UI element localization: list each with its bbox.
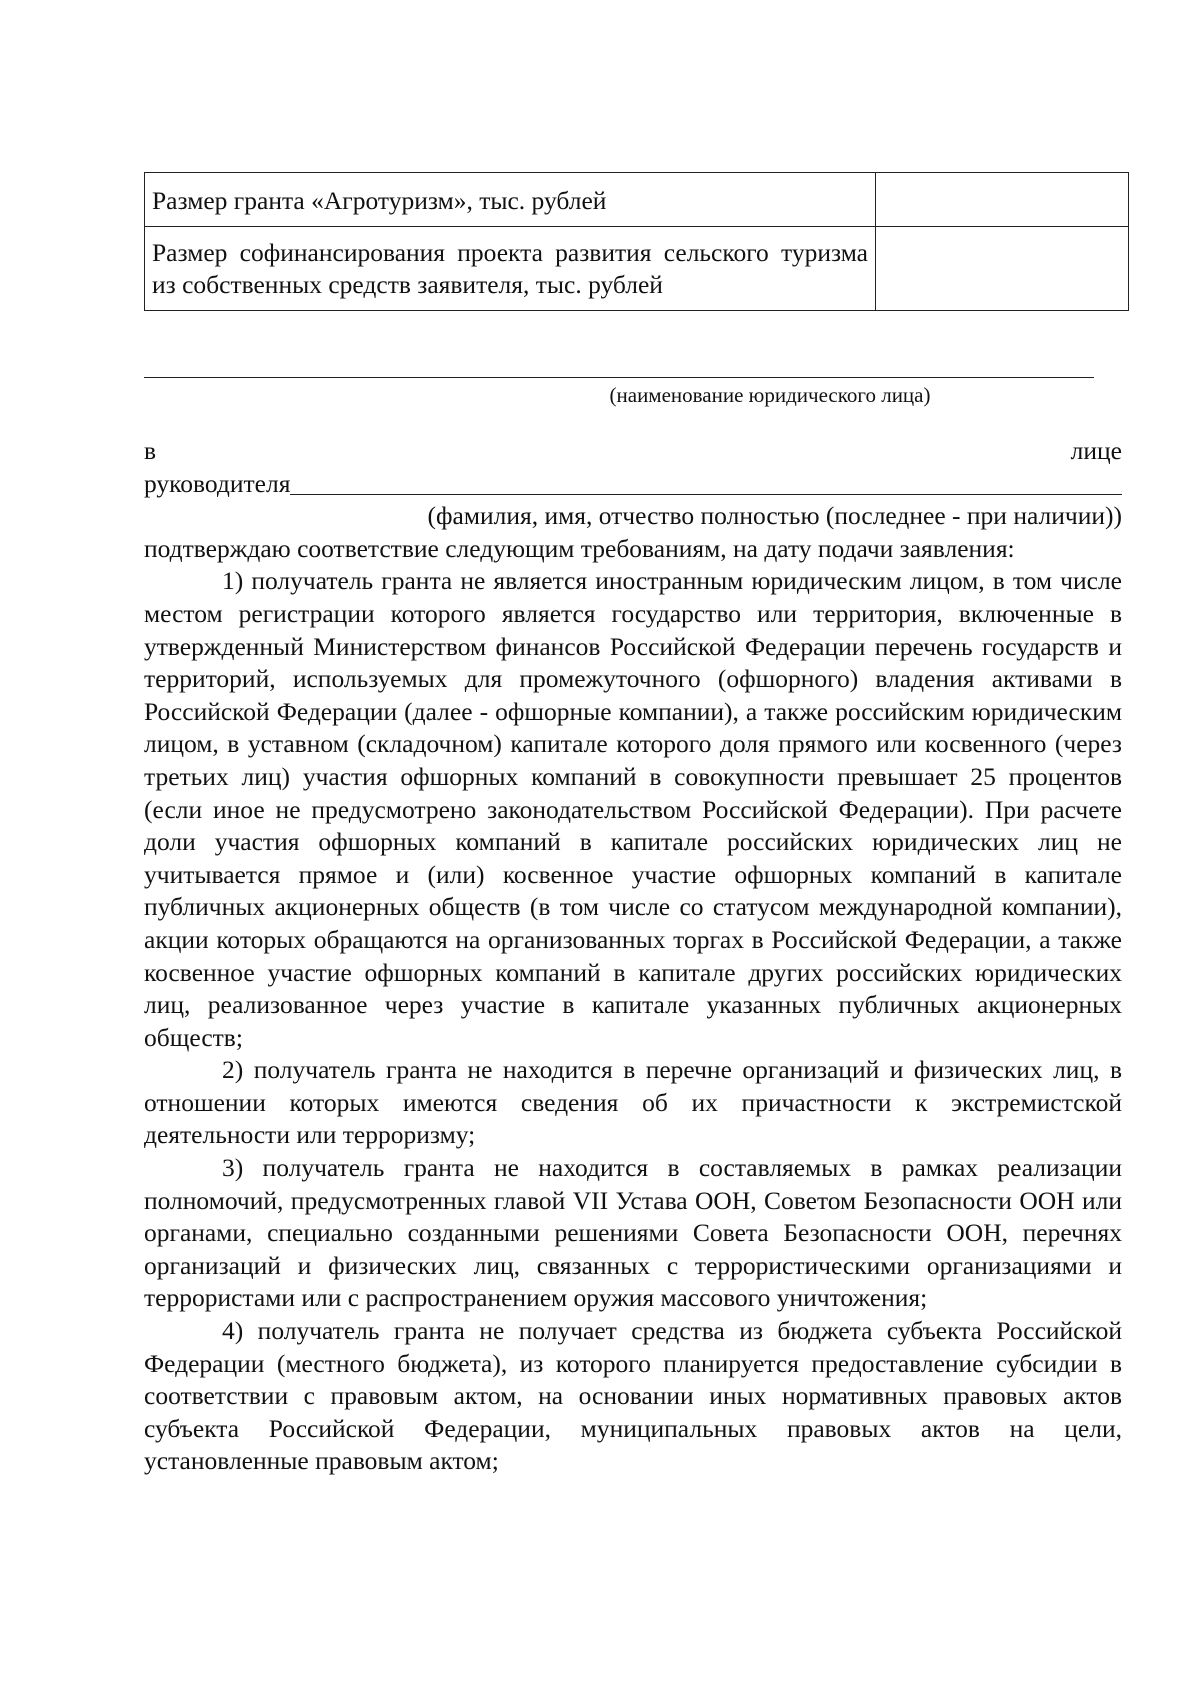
word-litse: лице	[1070, 436, 1122, 465]
entity-name-caption	[144, 381, 1122, 409]
table-row	[145, 173, 1129, 227]
entity-name-line[interactable]	[144, 377, 1094, 378]
requirement-item-4: 4) получатель гранта не получает средства из бюджета субъекта Российской Федерации (местного бюджета), из которого планируется предоставление субсидии в соответствии с правовым актом, на основании иных нормативных правовых актов субъекта Российской Федерации, муниципальных правовых актов на цели, установленные правовым актом;	[144, 1316, 1122, 1476]
entity-name-caption-text: (наименование юридического лица)	[609, 383, 931, 407]
head-name-row	[144, 468, 1122, 501]
table-row	[145, 227, 1129, 311]
intro-text: подтверждаю соответствие следующим требованиям, на дату подачи заявления:	[144, 533, 1015, 563]
requirement-item-1: 1) получатель гранта не является иностранным юридическим лицом, в том числе местом регистрации которого является государство или территория, включенные в утвержденный Министерством финансов Российской Федерации перечень государств и территорий, используемых для промежуточного (офшорного) владения активами в Российской Федерации (далее - офшорные компании), а также российским юридическим лицом, в уставном (складочном) капитале которого доля прямого или косвенного (через третьих лиц) участия офшорных компаний в совокупности превышает 25 процентов (если иное не предусмотрено законодательством Российской Федерации). При расчете доли участия офшорных компаний в капитале российских юридических лиц не учитывается прямое и (или) косвенное участие офшорных компаний в капитале публичных акционерных обществ (в том числе со статусом международной компании), акции которых обращаются на организованных торгах в Российской Федерации, а также косвенное участие офшорных компаний в капитале других российских юридических лиц, реализованное через участие в капитале указанных публичных акционерных обществ;	[144, 566, 1122, 1052]
grant-amount-label: Размер гранта «Агротуризм», тыс. рублей	[145, 173, 876, 227]
head-label: руководителя	[144, 468, 291, 498]
cofinancing-amount-label: Размер софинансирования проекта развития сельского туризма из собственных средств заявителя, тыс. рублей	[145, 227, 876, 311]
head-name-line[interactable]	[290, 468, 1122, 495]
cofinancing-amount-value-cell[interactable]	[876, 227, 1129, 311]
declaration-body	[144, 435, 1122, 1478]
requirement-item-2: 2) получатель гранта не находится в перечне организаций и физических лиц, в отношении которых имеются сведения об их причастности к экстремистской деятельности или терроризму;	[144, 1055, 1122, 1150]
word-v: в	[144, 436, 157, 465]
requirement-item-3: 3) получатель гранта не находится в составляемых в рамках реализации полномочий, предусмотренных главой VII Устава ООН, Советом Безопасности ООН или органами, специально созданными решениями Совета Безопасности ООН, перечнях организаций и физических лиц, связанных с террористическими организациями и террористами или с распространением оружия массового уничтожения;	[144, 1153, 1122, 1313]
grant-amount-table	[144, 172, 1129, 311]
representative-row	[144, 435, 1122, 468]
fio-caption: (фамилия, имя, отчество полностью (последнее - при наличии))	[427, 501, 1122, 531]
grant-amount-value-cell[interactable]	[876, 173, 1129, 227]
